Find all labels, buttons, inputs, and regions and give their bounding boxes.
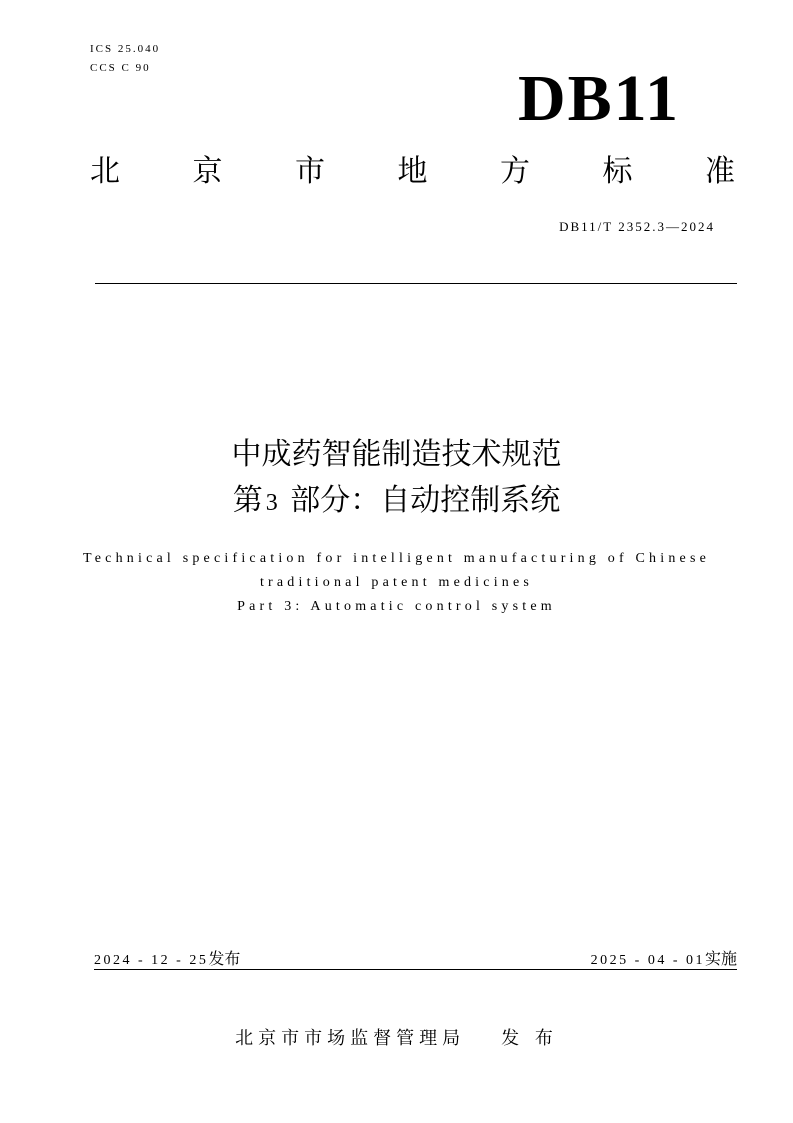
title-cn-part-number: 3 — [265, 490, 278, 516]
top-divider — [95, 283, 737, 284]
standard-number: DB11/T 2352.3—2024 — [559, 219, 715, 234]
title-en-line2: traditional patent medicines — [259, 575, 534, 590]
title-cn-part-suffix: 部分：自动控制系统 — [280, 483, 561, 518]
standard-type-char: 方 — [500, 154, 530, 189]
standard-type-char: 京 — [192, 154, 223, 189]
standard-type-char: 市 — [295, 154, 325, 189]
implement-date — [591, 946, 737, 969]
issue-date-value: 2024 - 12 - 25 — [94, 953, 209, 968]
title-cn-line2 — [0, 480, 793, 524]
publisher — [0, 1024, 793, 1050]
ics-code: ICS 25.040 — [90, 43, 161, 55]
title-en-line1: Technical specification for intelligent manufacturing of Chinese — [82, 551, 711, 566]
issue-date — [94, 946, 240, 969]
standard-type-char: 标 — [602, 154, 633, 189]
standard-type-char: 北 — [90, 154, 120, 189]
ccs-code: CCS C 90 — [90, 62, 151, 74]
publisher-action: 发 布 — [501, 1028, 558, 1049]
implement-date-label: 实施 — [704, 949, 737, 968]
standard-type-char: 地 — [397, 154, 428, 189]
db11-logo: DB11 — [517, 62, 680, 135]
publisher-name: 北京市市场监督管理局 — [235, 1028, 466, 1049]
title-en-line3: Part 3: Automatic control system — [237, 599, 556, 614]
issue-date-label: 发布 — [208, 949, 241, 968]
title-cn-line1: 中成药智能制造技术规范 — [231, 437, 562, 472]
implement-date-value: 2025 - 04 - 01 — [590, 953, 705, 968]
classification-codes — [90, 40, 160, 78]
bottom-divider — [94, 969, 737, 970]
standard-type-char: 准 — [705, 154, 735, 189]
title-cn-part-prefix: 第 — [232, 483, 263, 518]
standard-type — [90, 152, 735, 196]
